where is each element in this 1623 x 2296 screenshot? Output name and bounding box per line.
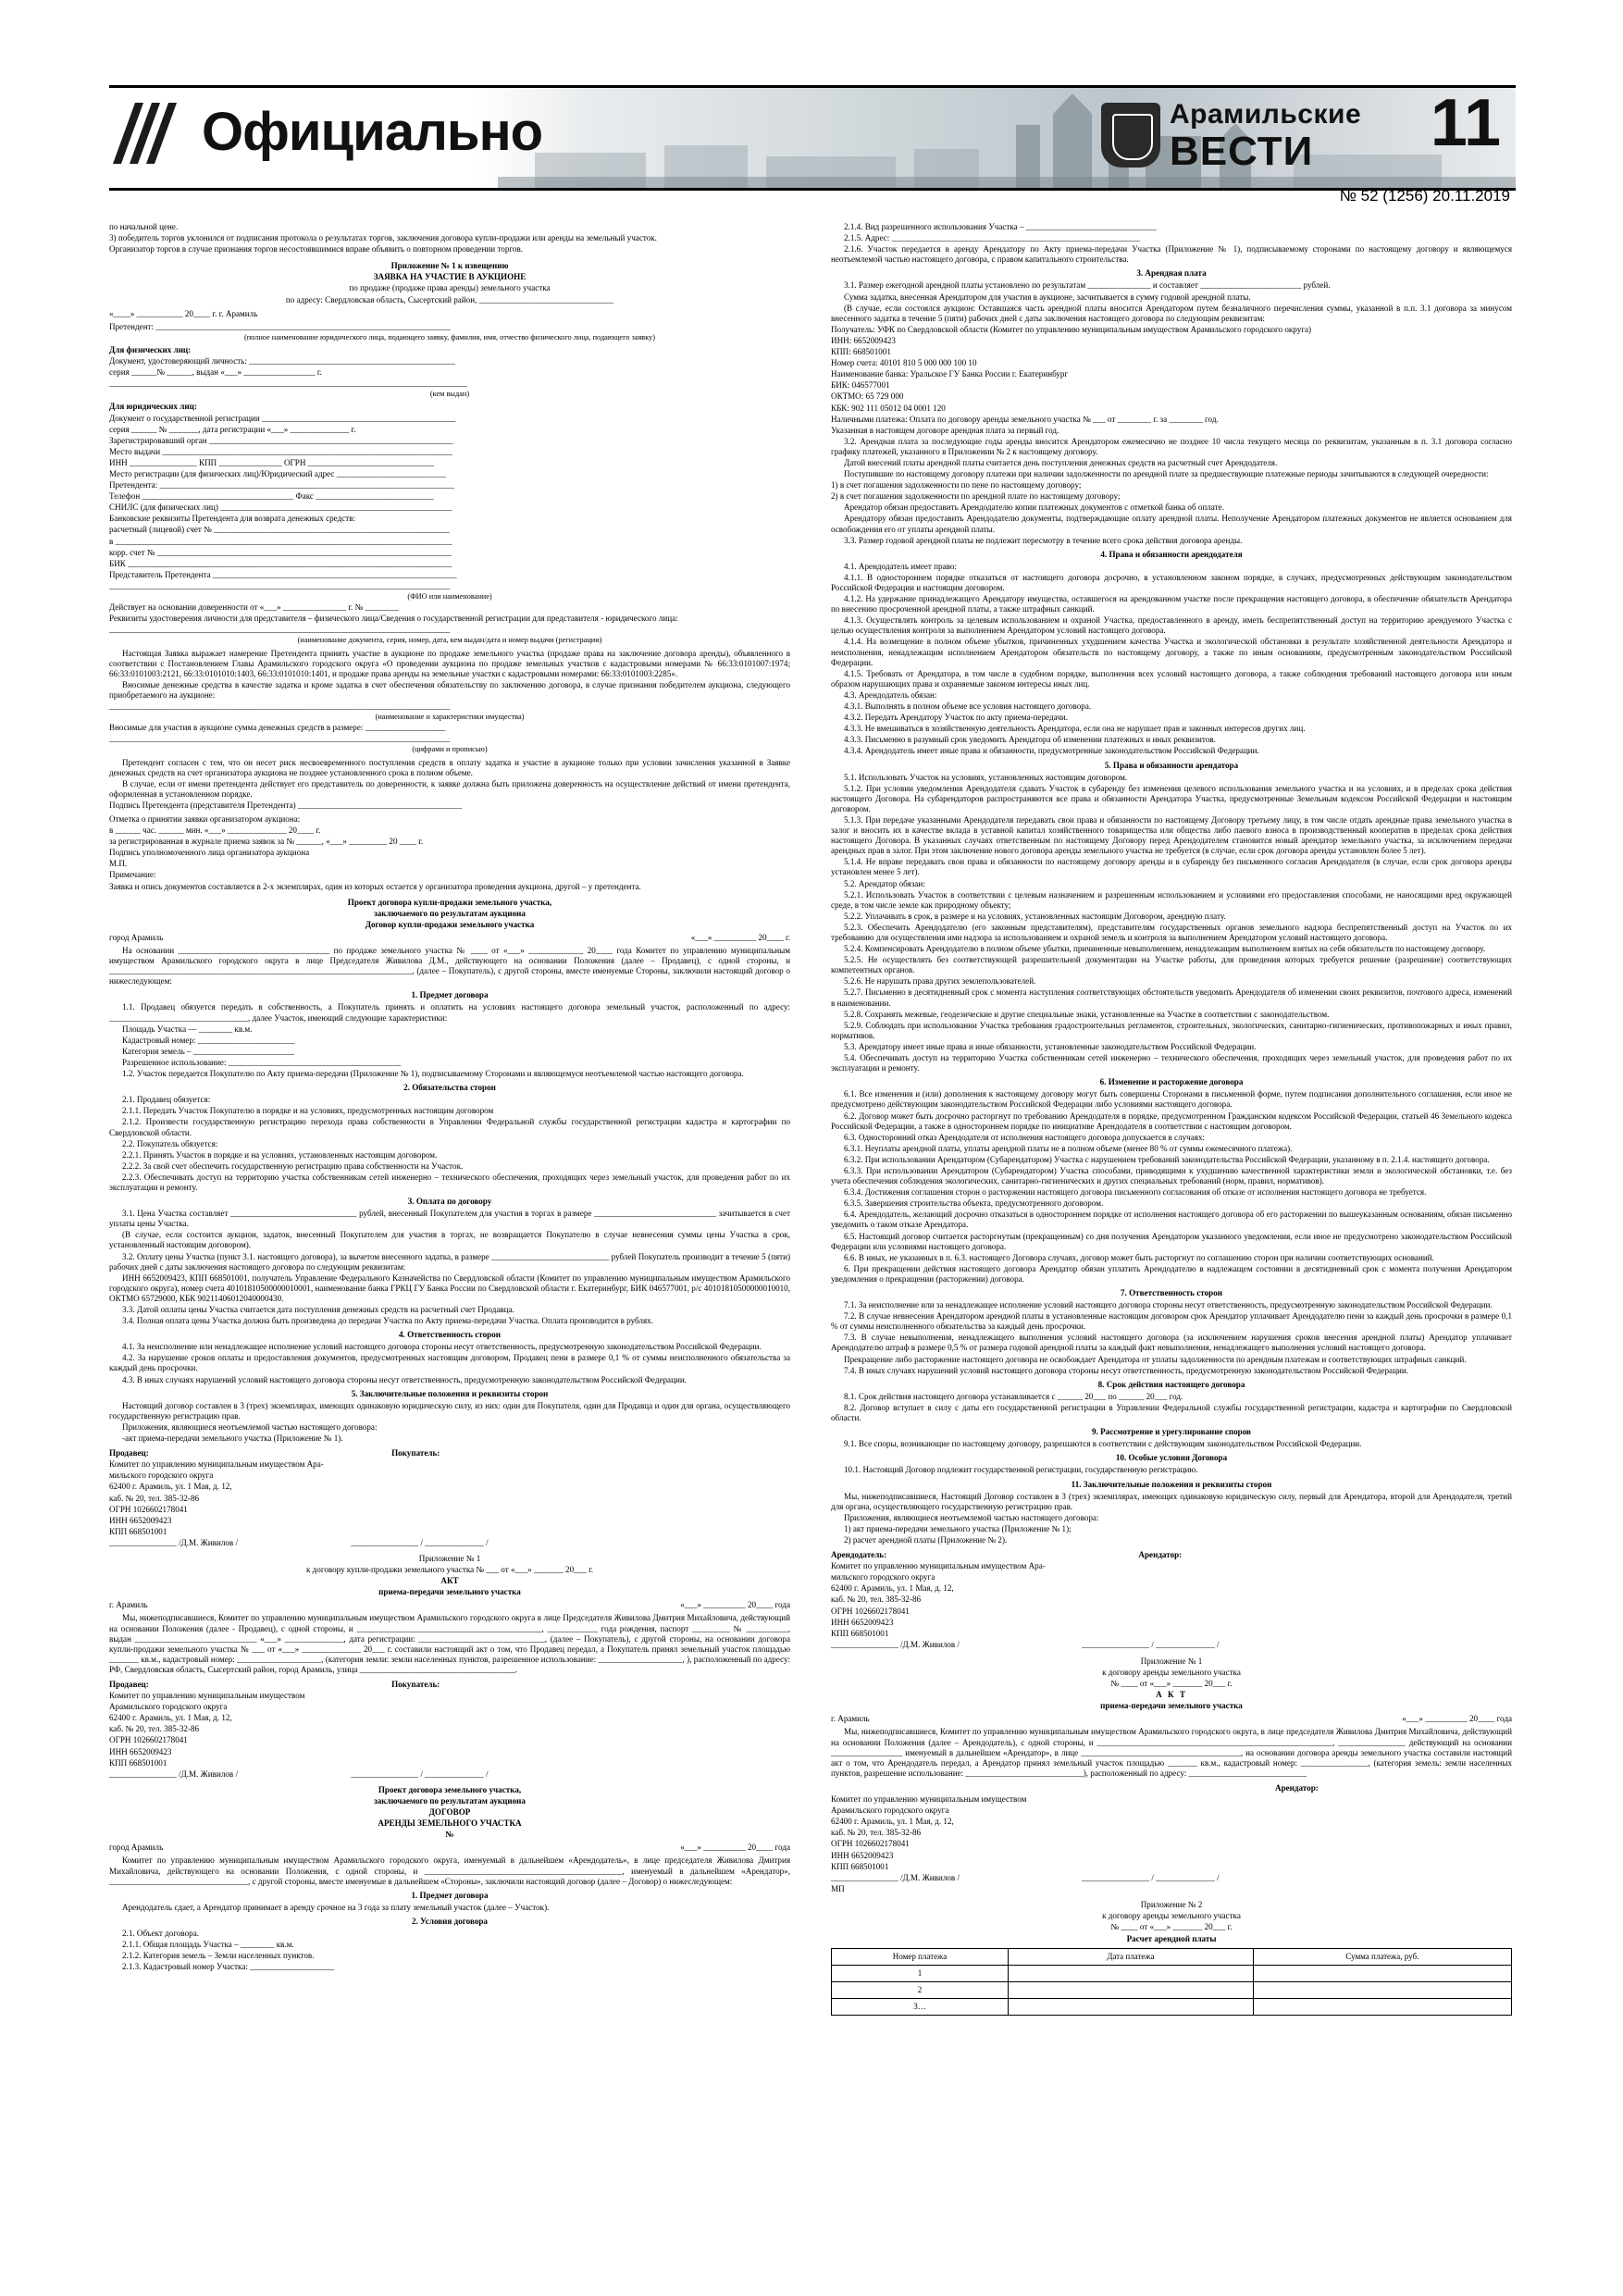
section-item: 3.3. Датой оплаты цены Участка считается дата поступления денежных средств на расчетный счет Продавца. xyxy=(122,1305,514,1314)
lessor-lessee-labels xyxy=(831,1550,1512,1560)
section-item: Настоящий договор составлен в 3 (трех) экземплярах, имеющих одинаковую юридическую силу, из них: один для Покупателя, один для Продавца и один для органа, осуществляющего государственную регистрацию прав. xyxy=(109,1400,790,1421)
cell-amount xyxy=(1253,1982,1511,1999)
issued-by-note: (кем выдан) xyxy=(429,390,470,399)
lease-act-lessor-line: КПП 668501001 xyxy=(831,1861,889,1871)
col-payment-date: Дата платежа xyxy=(1009,1949,1254,1966)
lessee-label: Арендатор: xyxy=(1138,1550,1183,1560)
legal-line: ИНН ________________ КПП _______________ ОГРН ______________________________ xyxy=(109,457,435,467)
lease-section-item: 2.1.3. Кадастровый номер Участка: ____________________ xyxy=(122,1962,335,1972)
section-title: 9. Рассмотрение и урегулирование споров xyxy=(1092,1427,1251,1437)
top-item: 2.1.5. Адрес: ___________________________________________________________ xyxy=(844,233,1140,243)
main-text: _________________________________________________________________________________ xyxy=(109,701,451,711)
act-seller-signature xyxy=(109,1769,790,1780)
section-item: Наименование банка: Уральское ГУ Банка России г. Екатеринбург xyxy=(831,369,1069,379)
cell-number: 3… xyxy=(832,1999,1009,2016)
paper-name-line1: Арамильские xyxy=(1170,99,1362,130)
section-item: 8.1. Срок действия настоящего договора устанавливается с ______ 20___ по ______ 20___ год. xyxy=(844,1391,1183,1401)
section-item: (В случае, если состоится аукцион, задаток, внесенный Покупателем для участия в торгах, не возвращается Покупателю в случае невнесения суммы цены Участка в срок, установленный настоящим договором). xyxy=(109,1230,790,1250)
agreement-text: В случае, если от имени претендента действует его представитель по доверенности, к заявке должна быть приложена доверенность на осуществление действий от имени претендента, оформленная в установленном порядке. xyxy=(109,778,790,799)
lease-intro: Комитет по управлению муниципальным имуществом Арамильского городского округа, именуемый в дальнейшем «Арендодатель», в лице председателя Живилова Дмитрия Михайловича, действующего на основании Положения, с одной стороны, и _______________________________________________, именуемый в дальнейшем «Арендатор», _________________________________, с другой стороны, вместе именуемые в дальнейшем «Стороны», заключили настоящий договор (далее – Договор) о нижеследующем: xyxy=(109,1855,790,1886)
section-item: 3.1. Цена Участка составляет ______________________________ рублей, внесенный Покупателем для участия в торгах в размере _____________________________ зачитывается в счет уплаты цены Участка. xyxy=(109,1209,790,1229)
section-item: 1) акт приема-передачи земельного участка (Приложение № 1); xyxy=(844,1523,1072,1533)
legal-line: в ________________________________________________________________________________ xyxy=(109,536,452,546)
act-place: г. Арамиль xyxy=(109,1600,148,1610)
legal-line: Претендента: ______________________________________________________________________ xyxy=(109,480,454,490)
lease-section-item: Арендодатель сдает, а Арендатор принимает в аренду срочное на 3 года за плату земельный участок (далее – Участок). xyxy=(122,1902,550,1912)
legal-line: Действует на основании доверенности от «___» _______________ г. № ________ xyxy=(109,602,399,613)
section-item: 2.2. Покупатель обязуется: xyxy=(122,1138,218,1148)
top-item: 2.1.6. Участок передается в аренду Арендатору по Акту приема-передачи Участка (Приложение № 1), подписываемому сторонами по настоящему договору и являющемуся неотъемлемой частью настоящего договора, с правом капитального строительства. xyxy=(831,244,1512,265)
section-title: 11. Заключительные положения и реквизиты сторон xyxy=(1071,1479,1272,1489)
section-item: 9.1. Все споры, возникающие по настоящему договору, разрешаются в соответствии с действующим законодательством Российской Федерации. xyxy=(844,1439,1362,1449)
act-subtitle: приема-передачи земельного участка xyxy=(378,1587,521,1597)
brand-slashes-icon xyxy=(122,103,187,164)
act-appendix-label: Приложение № 1 xyxy=(418,1553,481,1563)
calc-title: Расчет арендной платы xyxy=(1126,1934,1217,1944)
receipt-line: Подпись уполномоченного лица организатора аукциона xyxy=(109,848,310,858)
section-item: 5.2.3. Обеспечить Арендодателю (его законным представителям), представителям государственных органов земельного надзора беспрепятственный доступ на Участок по их требованию для осуществления ими надзора за использованием и охраной земель и контроля за выполнением Арендатором условий настоящего договора. xyxy=(831,922,1512,942)
act-place-date xyxy=(109,1600,790,1610)
col-payment-number: Номер платежа xyxy=(832,1949,1009,1966)
application-subtitle: по продаже (продаже права аренды) земельного участка xyxy=(349,283,551,293)
section-item: 6.4. Арендодатель, желающий досрочно отказаться в одностороннем порядке от исполнения настоящего договора об его расторжении по вышеуказанным основаниям, обязан письменно уведомить о таком отказе Арендатора. xyxy=(831,1210,1512,1230)
section-item: Разрешенное использование: _________________________________________ xyxy=(122,1057,402,1067)
section-item: Сумма задатка, внесенная Арендатором для участия в аукционе, засчитывается в сумму годовой арендной платы. xyxy=(844,292,1251,302)
section-item: Указанная в настоящем договоре арендная плата за первый год. xyxy=(831,425,1059,435)
contract-date: «___» __________ 20____ г. xyxy=(690,932,790,942)
section-item: 6.3.4. Достижения соглашения сторон о расторжении настоящего договора письменного согласования об отказе от исполнения настоящего договора не требуется. xyxy=(844,1187,1427,1198)
lease-act-appendix-ref: к договору аренды земельного участка xyxy=(1102,1668,1241,1677)
seller-line: КПП 668501001 xyxy=(109,1526,167,1536)
receipt-line: Примечание: xyxy=(109,870,156,880)
section-item: 2.1.1. Передать Участок Покупателю в порядке и на условиях, предусмотренных настоящим договором xyxy=(122,1106,494,1116)
section-item: 3.1. Размер ежегодной арендной платы установлено по результатам _______________ и составляет ________________________ рублей. xyxy=(844,280,1331,291)
section-item: 5.2.7. Письменно в десятидневный срок с момента наступления соответствующих обстоятельств уведомить Арендодателя об изменении своих реквизитов, почтового адреса, изменений в наименовании. xyxy=(831,987,1512,1008)
individuals-line: _____________________________________________________________________________________ xyxy=(109,379,467,389)
act-seller-line: каб. № 20, тел. 385-32-86 xyxy=(109,1724,200,1734)
section-item: Мы, нижеподписавшиеся, Настоящий Договор составлен в 3 (трех) экземплярах, имеющих одинаковую юридическую силу, первый для Арендатора, второй для Арендодателя, третий для органа, осуществляющего государственную регистрацию прав. xyxy=(831,1491,1512,1511)
act-seller-line: Комитет по управлению муниципальным имуществом xyxy=(109,1691,305,1701)
section-item: 5.2.6. Не нарушать права других землепользователей. xyxy=(844,976,1036,987)
section-title: 7. Ответственность сторон xyxy=(1121,1288,1222,1297)
contract-header: заключаемого по результатам аукциона xyxy=(374,908,526,918)
lease-act-lessor-line: Комитет по управлению муниципальным имуществом xyxy=(831,1794,1027,1805)
lease-act-lessor-line: ОГРН 1026602178041 xyxy=(831,1839,910,1849)
act-appendix-ref: к договору купли-продажи земельного участка № ___ от «___» _______ 20___ г. xyxy=(305,1565,594,1575)
legal-line: Место выдачи _____________________________________________________________________ xyxy=(109,446,453,456)
individuals-line: серия ______№ ______, выдан «___» _________________ г. xyxy=(109,367,322,378)
left-column xyxy=(109,222,790,1973)
lease-title2: АРЕНДЫ ЗЕМЕЛЬНОГО УЧАСТКА xyxy=(378,1818,522,1829)
section-item: 4.3. В иных случаях нарушений условий настоящего договора стороны несут ответственность, предусмотренную законодательством Российской Федерации. xyxy=(122,1374,687,1384)
section-item: 5.3. Арендатору имеет иные права и иные обязанности, установленные законодательством Российской Федерации. xyxy=(844,1041,1257,1051)
contract-title: Договор купли-продажи земельного участка xyxy=(365,919,535,929)
section-item: 2.1. Продавец обязуется: xyxy=(122,1095,211,1105)
lessor-line: 62400 г. Арамиль, ул. 1 Мая, д. 12, xyxy=(831,1583,954,1594)
section-item: Кадастровый номер: _______________________ xyxy=(122,1035,295,1045)
section-item: ИНН: 6652009423 xyxy=(831,335,896,345)
section-item: Поступившие по настоящему договору платежи при наличии задолженности по арендной плате за предшествующие платежные периоды зачитываются в следующей очередности: xyxy=(844,469,1489,479)
section-item: 4.3.4. Арендодатель имеет иные права и обязанности, предусмотренные законодательством Российской Федерации. xyxy=(844,746,1259,756)
section-title: 4. Права и обязанности арендодателя xyxy=(1100,549,1243,559)
buyer-label: Покупатель: xyxy=(391,1448,440,1458)
lease-header: Проект договора земельного участка, xyxy=(378,1784,522,1794)
lease-date: «___» __________ 20____ года xyxy=(680,1843,790,1853)
section-title: 5. Заключительные положения и реквизиты сторон xyxy=(351,1388,549,1398)
section-item: БИК: 046577001 xyxy=(831,380,890,391)
legal-line: расчетный (лицевой) счет № ________________________________________________________ xyxy=(109,525,450,535)
section-item: (В случае, если состоялся аукцион: Оставшаяся часть арендной платы вносится Арендатором путем безналичного перечисления суммы, указанной в п.п. 3.1 договора за минусом внесенного задатка в течение 5 (пяти) рабочих дней с даты заключения настоящего договора по следующим реквизитам: xyxy=(831,303,1512,323)
individuals-line: Документ, удостоверяющий личность: _________________________________________________ xyxy=(109,356,455,366)
signature-line: Подпись Претендента (представителя Претендента) _______________________________________ xyxy=(109,800,463,810)
legal-line: Телефон ____________________________________ Факс ____________________________ xyxy=(109,491,434,502)
intro-line: 3) победитель торгов уклонился от подписания протокола о результатах торгов, заключения договора купли-продажи или аренды на земельный участок. xyxy=(109,233,657,243)
act-seller-sign-line: ________________ /Д.М. Живилов / xyxy=(109,1769,239,1779)
act-seller-line: Арамильского городского округа xyxy=(109,1702,228,1712)
section-title: 8. Срок действия настоящего договора xyxy=(1097,1379,1245,1389)
section-item: 4.3.3. Письменно в разумный срок уведомить Арендатора об изменении платежных и иных реквизитов. xyxy=(844,735,1216,745)
lessor-line: КПП 668501001 xyxy=(831,1628,889,1638)
lease-section-item: 2.1.1. Общая площадь Участка – ________ кв.м. xyxy=(122,1940,294,1950)
masthead xyxy=(109,85,1516,191)
section-title: 4. Ответственность сторон xyxy=(399,1330,501,1340)
section-item: 5.2.1. Использовать Участок в соответствии с целевым назначением и разрешенным использованием и условиями его предоставления способами, не наносящими вред окружающей среде, в том числе земле как природному объекту; xyxy=(831,889,1512,910)
paper-name-line2: ВЕСТИ xyxy=(1170,129,1314,174)
section-item: Арендатор обязан предоставить Арендодателю копии платежных документов с отметкой банка об оплате. xyxy=(844,503,1224,513)
page-number: 11 xyxy=(1430,86,1501,160)
lease-act-date: «___» __________ 20____ года xyxy=(1402,1714,1512,1724)
lease-section-item: 2.1. Объект договора. xyxy=(122,1928,200,1938)
section-item: 7.4. В иных случаях нарушений условий настоящего договора стороны несут ответственность, предусмотренную законодательством Российской Федерации. xyxy=(844,1365,1408,1375)
section-title: 6. Изменение и расторжение договора xyxy=(1099,1077,1244,1087)
receipt-line: М.П. xyxy=(109,859,128,869)
table-header-row xyxy=(832,1949,1512,1966)
seller-line: каб. № 20, тел. 385-32-86 xyxy=(109,1493,200,1503)
buyer-sign-line: ________________ / ______________ / xyxy=(351,1537,489,1547)
application-address: по адресу: Свердловская область, Сысертский район, ________________________________ xyxy=(285,294,614,304)
payment-calc-table xyxy=(831,1948,1512,2016)
appendix-label: Приложение № 1 к извещению xyxy=(390,261,509,271)
seller-line: мильского городского округа xyxy=(109,1471,214,1481)
lessor-line: ИНН 6652009423 xyxy=(831,1617,894,1627)
col-payment-amount: Сумма платежа, руб. xyxy=(1253,1949,1511,1966)
section-item: 4.2. За нарушение сроков оплаты и предоставления документов, предусмотренных настоящим договором, Продавец пени в размере 0,1 % от суммы неисполненного обязательства за каждый день просрочки. xyxy=(109,1353,790,1373)
lessor-line: ОГРН 1026602178041 xyxy=(831,1606,910,1616)
seller-signature xyxy=(109,1538,790,1548)
legal-line: Реквизиты удостоверения личности для представителя – физического лица/Сведения о государственной регистрации для представителя - юридического лица: xyxy=(109,614,678,624)
lease-act-party-labels xyxy=(831,1783,1512,1793)
lessor-signature xyxy=(831,1640,1512,1650)
section-title: 2. Обязательства сторон xyxy=(403,1083,496,1093)
lease-act-subtitle: приема-передачи земельного участка xyxy=(1100,1701,1243,1711)
section-item: 4.3.3. Не вмешиваться в хозяйственную деятельность Арендатора, если она не нарушает прав и законных интересов других лиц. xyxy=(844,724,1306,734)
lease-place: город Арамиль xyxy=(109,1843,164,1853)
page-title: Официально xyxy=(202,102,543,162)
section-item: Прекращение либо расторжение настоящего договора не освобождает Арендатора от уплаты задолженности по арендным платежам и соответствующих штрафных санкций. xyxy=(844,1354,1467,1364)
section-item: 4.1.4. На возмещение в полном объеме убытков, причиненных ухудшением качества Участка и экологической обстановки в результате хозяйственной деятельности Арендатора и неисполнения, ненадлежащим исполнением Арендатором обязательств по настоящему договору, а также по иным основаниям, предусмотренным законодательством Российской Федерации. xyxy=(831,637,1512,667)
main-text: _________________________________________________________________________________ xyxy=(109,734,451,744)
section-item: 2) в счет погашения задолженности по арендной плате по настоящему договору; xyxy=(831,491,1121,502)
section-item: Наличными платежа: Оплата по договору аренды земельного участка № ___ от ________ г. за ________ год. xyxy=(831,414,1219,424)
top-item: 2.1.4. Вид разрешенного использования Участка – _______________________________ xyxy=(844,222,1157,231)
lease-number: № xyxy=(445,1830,454,1840)
legal-line: _________________________________________________________________________________ xyxy=(109,580,451,590)
agreement-text: Претендент согласен с тем, что он несет риск несвоевременного поступления средств в оплату задатка и участие в аукционе только при условии зачисления указанной в Заявке денежных средств на счет организатора аукциона не позднее установленного срока в полном объеме. xyxy=(109,757,790,777)
lessor-line: мильского городского округа xyxy=(831,1572,935,1582)
lease-section-title: 1. Предмет договора xyxy=(411,1890,489,1900)
section-item: 2.1.2. Произвести государственную регистрацию перехода права собственности в Управлении Федеральной службы государственной регистрации кадастра и картографии по Свердловской области. xyxy=(109,1117,790,1137)
section-title: 5. Права и обязанности арендатора xyxy=(1104,760,1239,770)
section-item: 4.3.1. Выполнять в полном объеме все условия настоящего договора. xyxy=(844,701,1092,712)
section-item: 2.2.2. За свой счет обеспечить государственную регистрацию права собственности на Участок. xyxy=(122,1160,464,1171)
issue-line: № 52 (1256) 20.11.2019 xyxy=(1339,187,1510,205)
section-item: 6.3.3. При использовании Арендатором (Субарендатором) Участка способами, приводящими к ухудшению качественной характеристики земли и экологической обстановки, т.е. без учета обеспечения соблюдения экологических, санитарно-гигиенических и других специальных требований (норм, правил, нормативов). xyxy=(831,1165,1512,1186)
main-text: Вносимые денежные средства в качестве задатка и кроме задатка в счет обеспечения обязательству по заключению договора, в случае признания победителем аукциона, следующего приобретаемого на аукционе: xyxy=(109,679,790,700)
legal-line: СНИЛС (для физических лиц) _______________________________________________________ xyxy=(109,503,452,513)
section-item: 6.3. Односторонний отказ Арендодателя от исполнения настоящего договора допускается в случаях: xyxy=(844,1132,1206,1142)
cell-number: 2 xyxy=(832,1982,1009,1999)
seller-line: Комитет по управлению муниципальным имуществом Ара- xyxy=(109,1459,324,1470)
lease-act-place: г. Арамиль xyxy=(831,1714,870,1724)
act-title: АКТ xyxy=(440,1576,459,1586)
section-item: 4.1. Арендодатель имеет право: xyxy=(844,561,957,571)
contract-header: Проект договора купли-продажи земельного участка, xyxy=(347,897,552,907)
section-item: 1) в счет погашения задолженности по пене по настоящему договору; xyxy=(831,480,1082,490)
seller-line: ИНН 6652009423 xyxy=(109,1515,172,1525)
calc-appendix-ref: к договору аренды земельного участка xyxy=(1102,1910,1241,1920)
section-item: ИНН 6652009423, КПП 668501001, получатель Управление Федерального Казначейства по Свердловской области (Комитет по управлению муниципальным имуществом Арамильского городского округа), номер счета 40101810500000010001, наименование банка ГРКЦ ГУ Банка России по Свердловской области г. Екатеринбург, БИК 046577001, р/с 40101810500000010010, ОКТМО 65729000, КБК 90211406012040000430. xyxy=(109,1272,790,1303)
section-item: Приложения, являющиеся неотъемлемой частью настоящего договора: xyxy=(122,1421,378,1432)
lease-act-lessor-line: Арамильского городского округа xyxy=(831,1806,949,1816)
main-text: Настоящая Заявка выражает намерение Претендента принять участие в аукционе по продаже земельного участка (продаже права на заключение договора аренды), объявленного в соответствии с Постановлением Главы Арамильского городского округа «О проведении аукциона по продаже земельных участков с кадастровыми номерами № 66:33:0101007:1974; 66:33:0101003:2121, 66:33:0101010:1403, 66:33:0101010:1401, и продаже права аренды на земельные участки с кадастровыми номерами: 66:33:0101003:2285». xyxy=(109,648,790,678)
section-item: 6.3.1. Неуплаты арендной платы, уплаты арендной платы не в полном объеме (менее 80 % от суммы ежемесячного платежа). xyxy=(844,1143,1293,1153)
section-item: 6.5. Настоящий договор считается расторгнутым (прекращенным) со дня получения Арендатором указанного уведомления, если иное не предусмотрено законодательством Российской Федерации или условиями настоящего договора. xyxy=(831,1231,1512,1251)
section-item: 4.1. За неисполнение или ненадлежащее исполнение условий настоящего договора стороны несут ответственность, предусмотренную законодательством Российской Федерации. xyxy=(122,1342,762,1352)
lease-act-appendix-num: № ____ от «___» _______ 20___ г. xyxy=(1110,1679,1233,1689)
legal-line: БИК _____________________________________________________________________________ xyxy=(109,558,452,568)
date-place-line: «____» ___________ 20____ г. г. Арамиль xyxy=(109,308,258,318)
lease-act-lessee-label: Арендатор: xyxy=(1275,1782,1319,1793)
property-note: (наименование и характеристики имущества) xyxy=(375,713,525,722)
section-item: 2) расчет арендной платы (Приложение № 2). xyxy=(844,1534,1008,1545)
section-item: 7.3. В случае невыполнения, ненадлежащего выполнения условий настоящего договора (за исключением нарушения сроков внесения арендной платы) Арендатор уплачивает Арендодателю штраф в размере 0,5 % от размера годовой арендной платы за каждый факт невыполнения, ненадлежащего выполнения условий настоящего договора. xyxy=(831,1333,1512,1353)
section-item: 5.1.2. При условии уведомления Арендодателя сдавать Участок в субаренду без изменения целевого использования земельного участка и на условиях, и в пределах срока действия настоящего Договора. На субарендаторов распространяются все права и обязанности Арендатора Участка, предусмотренные Земельным кодексом Российской Федерации и настоящим договором. xyxy=(831,783,1512,813)
section-item: КПП: 668501001 xyxy=(831,347,891,357)
section-item: 3.3. Размер годовой арендной платы не подлежит пересмотру в течение всего срока действия договора аренды. xyxy=(844,535,1243,545)
act-seller-line: КПП 668501001 xyxy=(109,1757,167,1768)
contract-intro: На основании ____________________________________ по продаже земельного участка № ____ от «___» _____________ 20____ года Комитет по управлению муниципальным имуществом Арамильского городского округа в лице Председателя Живилова Д.М., действующего на основании Положения (далее – Продавец), с одной стороны, и ________________________________________________________________________, (далее – Покупатель), с другой стороны, вместе именуемые Стороны, заключили настоящий договор о нижеследующем: xyxy=(109,946,790,987)
receipt-line: Отметка о принятии заявки организатором аукциона: xyxy=(109,813,301,824)
lease-act-stamp-label: МП xyxy=(831,1883,845,1893)
section-item: 2.2.3. Обеспечивать доступ на территорию участка собственникам сетей инженерно – технического обеспечения, проходящих через земельный участок, для проведения работ по их эксплуатации и ремонту. xyxy=(109,1172,790,1192)
cell-date xyxy=(1009,1982,1254,1999)
contract-place-date xyxy=(109,933,790,943)
application-title: ЗАЯВКА НА УЧАСТИЕ В АУКЦИОНЕ xyxy=(373,272,527,282)
act-seller-line: ОГРН 1026602178041 xyxy=(109,1735,188,1745)
seller-label: Продавец: xyxy=(109,1448,149,1458)
section-item: 6.6. В иных, не указанных в п. 6.3. настоящего Договора случаях, договор может быть расторгнут по соглашению сторон при наличии соответствующих оснований. xyxy=(844,1252,1434,1262)
cell-date xyxy=(1009,1966,1254,1982)
seller-buyer-labels xyxy=(109,1448,790,1458)
cell-date xyxy=(1009,1999,1254,2016)
lease-title: ДОГОВОР xyxy=(428,1807,471,1818)
lease-act-place-date xyxy=(831,1714,1512,1724)
fio-note: (ФИО или наименование) xyxy=(407,592,492,602)
legal-line: серия ______ № _______, дата регистрации «___» ______________ г. xyxy=(109,424,356,434)
legal-line: Зарегистрировавший орган __________________________________________________________ xyxy=(109,435,453,445)
section-item: Номер счета: 40101 810 5 000 000 100 10 xyxy=(831,358,977,368)
cell-number: 1 xyxy=(832,1966,1009,1982)
amount-note: (цифрами и прописью) xyxy=(412,745,488,754)
paper-logo xyxy=(1101,97,1379,173)
section-item: 3.2. Арендная плата за последующие годы аренды вносится Арендатором ежемесячно не позднее 10 числа текущего месяца по реквизитам, указанным в п. 3.1 договора согласно графику платежей, указанного в Приложении № 2 к настоящему договору. xyxy=(831,436,1512,456)
lessor-line: Комитет по управлению муниципальным имуществом Ара- xyxy=(831,1561,1046,1571)
act-seller-buyer-labels xyxy=(109,1680,790,1690)
section-item: 5.1. Использовать Участок на условиях, установленных настоящим договором. xyxy=(844,772,1128,782)
table-row xyxy=(832,1999,1512,2016)
legal-line: Банковские реквизиты Претендента для возврата денежных средств: xyxy=(109,514,356,524)
legal-line: корр. счет № ______________________________________________________________________ xyxy=(109,547,452,557)
coat-of-arms-icon xyxy=(1101,103,1160,168)
section-item: 4.1.5. Требовать от Арендатора, в том числе в судебном порядке, выполнения всех условий настоящего договора, а также соблюдения требований настоящего договора или иным образом нарушающих права и охраняемые законом интересы иных лиц. xyxy=(831,668,1512,689)
right-column xyxy=(831,222,1512,2016)
seller-line: 62400 г. Арамиль, ул. 1 Мая, д. 12, xyxy=(109,1482,232,1492)
act-seller-label: Продавец: xyxy=(109,1680,149,1689)
section-item: 5.1.3. При передаче указанными Арендодателя передавать свои права и обязанности по настоящему Договору третьему лицу, в том числе отдать арендные права земельного участка в залог и вносить их в качестве вклада в уставной капитал хозяйственного товарищества или общества либо паевого взноса в производственный кооператив в пределах срока действия настоящего Договора. В указанных случаях ответственным по настоящему Договору перед Арендодателем становится новый арендатор земельного участка, за исключением передачи арендных прав в залог. При этом заключение нового договора аренды земельного участка не требуется (в случае, если срок договора аренды установлен более 5 лет). xyxy=(831,814,1512,856)
legal-entities-heading: Для юридических лиц: xyxy=(109,402,197,412)
section-item: 5.2.2. Уплачивать в срок, в размере и на условиях, установленных настоящим Договором, арендную плату. xyxy=(844,911,1226,921)
section-item: 8.2. Договор вступает в силу с даты его государственной регистрации в Управлении Федеральной службы государственной регистрации, кадастра и картографии по Свердловской области. xyxy=(831,1402,1512,1423)
legal-line: Документ о государственной регистрации ______________________________________________ xyxy=(109,413,456,423)
section-item: 4.3. Арендодатель обязан: xyxy=(844,689,937,700)
section-item: 4.1.3. Осуществлять контроль за целевым использованием и охраной Участка, предоставленного в аренду, иметь беспрепятственный доступ на территорию арендуемого Участка с целью осуществления контроля за выполнением Арендатором условий настоящего договора. xyxy=(831,615,1512,636)
section-item: 4.1.2. На удержание принадлежащего Арендатору имущества, оставшегося на арендованном участке после прекращения настоящего договора, в обеспечение обязательств Арендатора по внесению просроченной арендной платы, а также штрафных санкций. xyxy=(831,594,1512,614)
section-item: 4.3.2. Передать Арендатору Участок по акту приема-передачи. xyxy=(844,713,1069,723)
lease-header: заключаемого по результатам аукциона xyxy=(374,1795,526,1806)
section-item: КБК: 902 111 05012 04 0001 120 xyxy=(831,403,946,413)
section-item: Площадь Участка — ________ кв.м. xyxy=(122,1024,253,1034)
section-item: 5.1.4. Не вправе передавать свои права и обязанности по настоящему договору аренды и в субаренду без письменного согласия Арендодателя (в случае, если срок договора аренды установлен менее 5 лет). xyxy=(831,857,1512,877)
receipt-line: за регистрированная в журнале приема заявок за № ______, «___» _________ 20 ____ г. xyxy=(109,837,424,847)
lease-act-lessor-line: ИНН 6652009423 xyxy=(831,1850,894,1860)
calc-appendix-label: Приложение № 2 xyxy=(1140,1899,1203,1909)
section-item: Приложения, являющиеся неотъемлемой частью настоящего договора: xyxy=(844,1512,1099,1522)
section-item: 5.2. Арендатор обязан: xyxy=(844,878,925,888)
section-item: 3.2. Оплату цены Участка (пункт 3.1. настоящего договора), за вычетом внесенного задатка, в размере ____________________________ рублей Покупатель производит в течение 5 (пяти) рабочих дней с даты заключения настоящего договора по следующим реквизитам: xyxy=(109,1251,790,1272)
act-buyer-label: Покупатель: xyxy=(391,1680,440,1689)
section-item: Получатель: УФК по Свердловской области (Комитет по управлению муниципальным имуществом Арамильского городского округа) xyxy=(831,324,1312,334)
section-item: 5.2.4. Компенсировать Арендодателю в полном объеме убытки, причиненные невыполнением, ненадлежащим выполнением взятых на себя обязательств по настоящему договору. xyxy=(844,944,1485,954)
section-item: Арендатору обязан предоставить Арендодателю документы, подтверждающие оплату арендной платы. Неполучение Арендатором платежных документов не является основанием для освобождения его от уплаты арендной платы. xyxy=(831,514,1512,534)
section-item: 5.2.8. Сохранять межевые, геодезические и другие специальные знаки, установленные на Участке в соответствии с законодательством. xyxy=(844,1009,1330,1019)
section-title: 10. Особые условия Договора xyxy=(1115,1453,1228,1463)
cell-amount xyxy=(1253,1999,1511,2016)
act-date: «___» __________ 20____ года xyxy=(680,1600,790,1610)
section-item: 7.1. За неисполнение или за ненадлежащее исполнение условий настоящего договора стороны несут ответственность, предусмотренную законодательством Российской Федерации. xyxy=(844,1300,1493,1310)
section-item: 1.1. Продавец обязуется передать в собственность, а Покупатель принять и оплатить на условиях настоящего договора земельный участок, расположенный по адресу: _________________________________, далее Участок, имеющий следующие характеристики: xyxy=(109,1002,790,1023)
calc-appendix-num: № ____ от «___» _______ 20___ г. xyxy=(1110,1922,1233,1932)
claimant-note: (полное наименование юридического лица, подающего заявку, фамилия, имя, отчество физического лица, подающего заявку) xyxy=(243,332,656,341)
table-row xyxy=(832,1982,1512,1999)
act-body: Мы, нижеподписавшиеся, Комитет по управлению муниципальным имуществом Арамильского городского округа в лице Председателя Живилова Дмитрия Михайловича, действующий на основании Положения (далее - Продавец), с одной стороны, и ____________________________________________, ____________ года рождения, паспорт _________ № __________, выдан _____________________________ «___» ______________, дата регистрации: ______________________________, (далее – Покупатель), с другой стороны, на основании договора купли-продажи земельного участка № ___ от «___» ______________ 20___ г. составили настоящий акт о том, что Продавец передал, а Покупатель принял земельный участок площадью _______ кв.м., кадастровый номер: ____________________, (категория земли: земли населенных пунктов, разрешенное использование: ____________________, ), расположенный по адресу: РФ, Свердловская область, Сысертский район, город Арамиль, улица _____________________________________. xyxy=(109,1613,790,1674)
cell-amount xyxy=(1253,1966,1511,1982)
lease-act-body: Мы, нижеподписавшиеся, Комитет по управлению муниципальным имуществом Арамильского городского округа, в лице председателя Живилова Дмитрия Михайловича, действующий на основании Положения (далее – Арендодатель), с одной стороны, и ________________________________________________________, ________________ действующий на основании _________________ именуемый в дальнейшем «Арендатор», в лице ______________________________________, на основании договора аренды земельного участка составили настоящий акт о том, что Арендодатель передал, а Арендатор принял земельный участок площадью _______ кв.м., кадастровый номер: ________________, (категория земель: земли населенных пунктов, разрешение использование: ____________________________), расположенный по адресу: ____________________________ xyxy=(831,1727,1512,1778)
lessor-sign-line: ________________ /Д.М. Живилов / xyxy=(831,1639,960,1649)
lessor-label: Арендодатель: xyxy=(831,1550,887,1560)
receipt-line: в ______ час. ______ мин. «___» ______________ 20____ г. xyxy=(109,825,321,836)
section-item: 7.2. В случае невнесения Арендатором арендной платы в установленные настоящим договором срок Арендатор уплачивает Арендодателю пени за каждый день просрочки в размере 0,1 % от суммы неисполненного обязательства за каждый день просрочки. xyxy=(831,1311,1512,1332)
section-item: 1.2. Участок передается Покупателю по Акту приема-передачи (Приложение № 1), подписываемому Сторонами и являющемуся неотъемлемой частью настоящего договора. xyxy=(122,1069,744,1079)
receipt-line: Заявка и опись документов составляется в 2-х экземплярах, один из которых остается у организатора проведения аукциона, другой – у претендента. xyxy=(109,881,641,891)
lease-section-item: 2.1.2. Категория земель – Земли населенных пунктов. xyxy=(122,1951,315,1961)
act-seller-line: 62400 г. Арамиль, ул. 1 Мая, д. 12, xyxy=(109,1713,232,1723)
legal-line: Представитель Претендента __________________________________________________________ xyxy=(109,569,457,579)
claimant-field: Претендент: ______________________________________________________________________ xyxy=(109,321,451,331)
section-title: 3. Оплата по договору xyxy=(407,1197,492,1207)
section-item: 6.3.5. Завершения строительства объекта, предусмотренного договором. xyxy=(844,1198,1104,1209)
act-buyer-sign-line: ________________ / ______________ / xyxy=(351,1769,489,1779)
intro-line: по начальной цене. xyxy=(109,222,179,231)
legal-line: _________________________________________________________________________________ xyxy=(109,625,451,635)
section-item: 5.4. Обеспечивать доступ на территорию Участка собственникам сетей инженерно – технического обеспечения, проходящих через земельный участок, для проведения работ по их эксплуатации и ремонту. xyxy=(831,1053,1512,1074)
section-item: 5.2.5. Не осуществлять без соответствующей разрешительной документации на Участке работы, для проведения которых требуется решение (разрешение) соответствующих компетентных органов. xyxy=(831,955,1512,975)
section-item: ОКТМО: 65 729 000 xyxy=(831,391,904,402)
section-item: 6.3.2. При использовании Арендатором (Субарендатором) Участка с нарушением требований законодательства Российской Федерации, указанному в п. 2.1.4. настоящего договора. xyxy=(844,1154,1490,1164)
table-row xyxy=(832,1966,1512,1982)
intro-line: Организатор торгов в случае признания торгов несостоявшимися вправе объявить о повторном проведении торгов. xyxy=(109,244,524,254)
section-item: 6.1. Все изменения и (или) дополнения к настоящему договору могут быть совершены Сторонами в письменной форме, путем подписания дополнительного соглашения, если иное не предусмотрено действующим законодательством Российской Федерации либо условиями настоящего договора. xyxy=(831,1089,1512,1110)
lease-act-lessee-sign: ________________ / ______________ / xyxy=(1082,1872,1220,1882)
section-item: 6. При прекращении действия настоящего договора Арендатор обязан уплатить Арендодателю в надлежащем состоянии в десятидневный срок с момента получения Арендатором уведомления о прекращении (расторжении) договора. xyxy=(831,1263,1512,1284)
section-item: Датой внесений платы арендной платы считается день поступления денежных средств на расчетный счет Арендодателя. xyxy=(844,457,1278,467)
lease-section-title: 2. Условия договора xyxy=(412,1916,488,1926)
lease-act-lessor-line: 62400 г. Арамиль, ул. 1 Мая, д. 12, xyxy=(831,1817,954,1827)
main-text: Вносимые для участия в аукционе сумма денежных средств в размере: ___________________ xyxy=(109,723,446,733)
section-item: 6.2. Договор может быть досрочно расторгнут по требованию Арендодателя в порядке, предусмотренном Гражданским кодексом Российской Федерации, статьей 46 Земельного кодекса Российской Федерации, а также в одностороннем порядке по инициативе Арендодателя в соответствии с настоящим договором. xyxy=(831,1111,1512,1131)
lessor-line: каб. № 20, тел. 385-32-86 xyxy=(831,1595,922,1605)
section-item: -акт приема-передачи земельного участка (Приложение № 1). xyxy=(122,1433,343,1444)
contract-place: город Арамиль xyxy=(109,932,164,942)
section-item: 4.1.1. В одностороннем порядке отказаться от настоящего договора досрочно, в установленном законом порядке, в случаях, предусмотренных действующим законодательством Российской Федерации и настоящим договором. xyxy=(831,572,1512,592)
act-seller-line: ИНН 6652009423 xyxy=(109,1746,172,1756)
lease-act-appendix-label: Приложение № 1 xyxy=(1140,1656,1203,1666)
legal-line: Место регистрации (для физических лиц)/Юридический адрес __________________________ xyxy=(109,469,446,478)
seller-sign-line: ________________ /Д.М. Живилов / xyxy=(109,1537,239,1547)
lease-act-signature xyxy=(831,1873,1512,1883)
section-title: 1. Предмет договора xyxy=(411,990,489,1000)
individuals-heading: Для физических лиц: xyxy=(109,344,192,354)
section-item: 2.2.1. Принять Участок в порядке и на условиях, установленных настоящим договором. xyxy=(122,1149,438,1160)
lease-place-date xyxy=(109,1843,790,1853)
section-item: 10.1. Настоящий Договор подлежит государственной регистрации, государственную регистрацию. xyxy=(844,1465,1198,1475)
section-title: 3. Арендная плата xyxy=(1136,268,1207,279)
lease-act-title: А К Т xyxy=(1156,1690,1187,1700)
lease-act-lessor-line: каб. № 20, тел. 385-32-86 xyxy=(831,1828,922,1838)
section-item: 5.2.9. Соблюдать при использовании Участка требования градостроительных регламентов, строительных, экологических, санитарно-гигиенических, противопожарных и иных правил, нормативов. xyxy=(831,1020,1512,1040)
section-item: 3.4. Полная оплата цены Участка должна быть произведена до передачи Участка по Акту приема-передачи Участка. Оплата производится в рублях. xyxy=(122,1316,653,1326)
seller-line: ОГРН 1026602178041 xyxy=(109,1504,188,1514)
section-item: Категория земель – ________________________ xyxy=(122,1046,294,1056)
lease-act-lessor-sign: ________________ /Д.М. Живилов / xyxy=(831,1872,960,1882)
document-note: (наименование документа, серия, номер, дата, кем выдан/дата и номер выдачи (регистрации) xyxy=(297,636,602,645)
lessee-sign-line: ________________ / ______________ / xyxy=(1082,1639,1220,1649)
